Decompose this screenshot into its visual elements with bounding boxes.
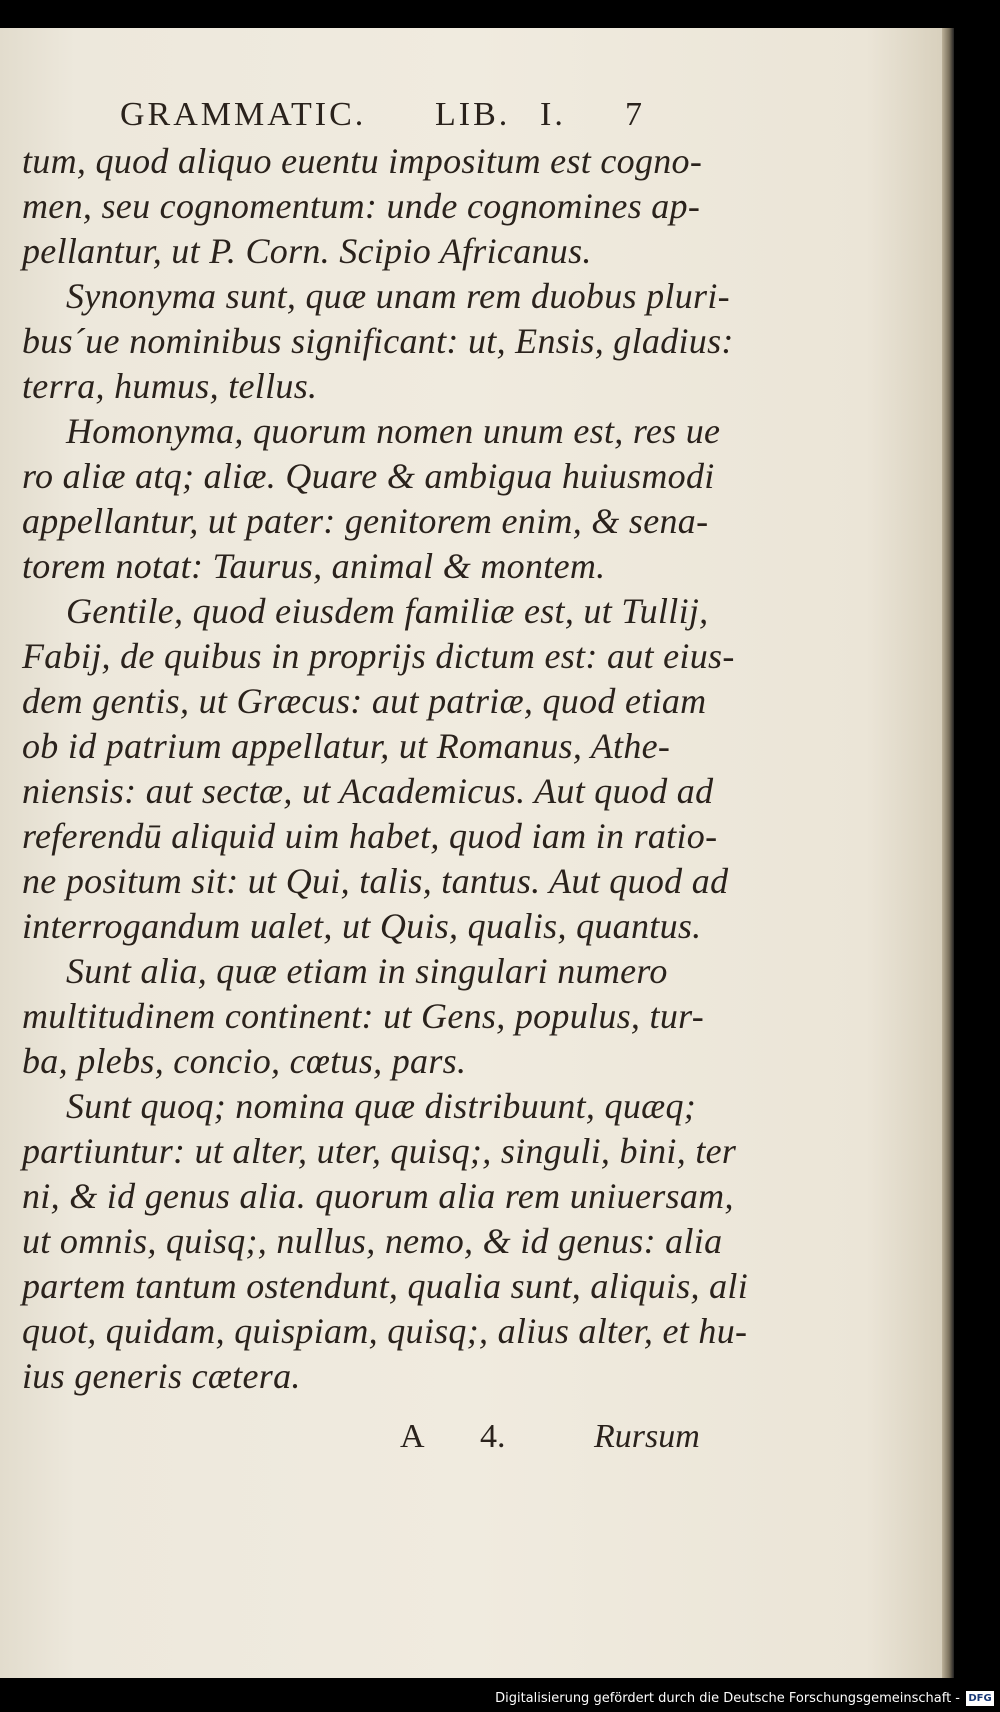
text-line: tum, quod aliquo euentu impositum est cogno- — [22, 141, 703, 181]
text-line: interrogandum ualet, ut Quis, qualis, quantus. — [22, 906, 702, 946]
running-title: GRAMMATIC. — [120, 96, 367, 133]
paragraph-start-line: Homonyma, quorum nomen unum est, res ue — [66, 411, 721, 451]
text-line: Fabij, de quibus in proprijs dictum est: aut eius- — [22, 636, 735, 676]
text-line: pellantur, ut P. Corn. Scipio Africanus. — [22, 231, 592, 271]
text-line: ut omnis, quisq;, nullus, nemo, & id genus: alia — [22, 1221, 723, 1261]
book-number: I. — [540, 96, 566, 133]
book-label: LIB. — [435, 96, 511, 133]
paragraph-start-line: Gentile, quod eiusdem familiæ est, ut Tullij, — [66, 591, 709, 631]
text-line: ni, & id genus alia. quorum alia rem uniuersam, — [22, 1176, 734, 1216]
text-line: ba, plebs, concio, cœtus, pars. — [22, 1041, 467, 1081]
text-line: appellantur, ut pater: genitorem enim, & sena- — [22, 501, 709, 541]
credit-bar — [0, 1678, 1000, 1712]
text-line: ro aliæ atq; aliæ. Quare & ambigua huiusmodi — [22, 456, 715, 496]
text-line: partem tantum ostendunt, qualia sunt, aliquis, ali — [22, 1266, 749, 1306]
text-line: multitudinem continent: ut Gens, populus, tur- — [22, 996, 705, 1036]
book-page — [0, 28, 942, 1678]
text-line: men, seu cognomentum: unde cognomines ap- — [22, 186, 701, 226]
paragraph-start-line: Sunt quoq; nomina quæ distribuunt, quæq; — [66, 1086, 697, 1126]
text-line: referendū aliquid uim habet, quod iam in ratio- — [22, 816, 718, 856]
signature-number: 4. — [480, 1418, 506, 1455]
catchword: Rursum — [594, 1418, 700, 1455]
text-line: torem notat: Taurus, animal & montem. — [22, 546, 606, 586]
text-line: ob id patrium appellatur, ut Romanus, Athe- — [22, 726, 671, 766]
digitization-credit: Digitalisierung gefördert durch die Deutsche Forschungsgemeinschaft - — [495, 1691, 960, 1706]
dfg-logo: DFG — [966, 1691, 994, 1706]
signature-mark: A — [400, 1418, 425, 1455]
paragraph-start-line: Synonyma sunt, quæ unam rem duobus pluri- — [66, 276, 730, 316]
paragraph-start-line: Sunt alia, quæ etiam in singulari numero — [66, 951, 668, 991]
text-line: quot, quidam, quispiam, quisq;, alius alter, et hu- — [22, 1311, 748, 1351]
text-line: ne positum sit: ut Qui, talis, tantus. Aut quod ad — [22, 861, 729, 901]
text-line: bus´ue nominibus significant: ut, Ensis, gladius: — [22, 321, 734, 361]
text-line: ius generis cætera. — [22, 1356, 301, 1396]
text-line: partiuntur: ut alter, uter, quisq;, singuli, bini, ter — [22, 1131, 737, 1171]
text-line: terra, humus, tellus. — [22, 366, 318, 406]
page-footer — [400, 1418, 730, 1468]
page-edge-shadow — [942, 28, 954, 1678]
page-number: 7 — [625, 96, 645, 133]
text-line: niensis: aut sectæ, ut Academicus. Aut quod ad — [22, 771, 714, 811]
text-line: dem gentis, ut Græcus: aut patriæ, quod etiam — [22, 681, 707, 721]
